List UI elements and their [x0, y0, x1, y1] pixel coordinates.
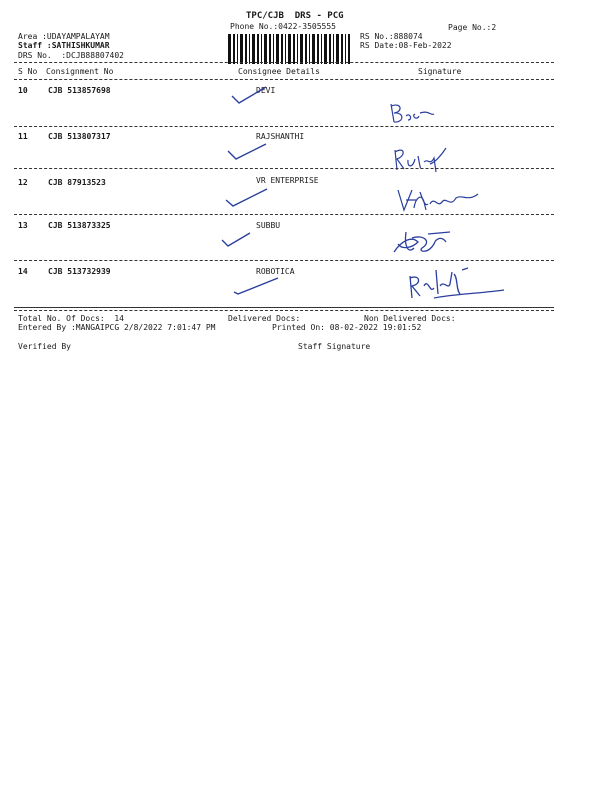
row-consignment: CJB 513732939 — [48, 267, 111, 276]
rs-number: RS No.:888074 — [360, 32, 423, 41]
tick-mark — [232, 274, 282, 298]
table-bottom-border — [14, 307, 554, 308]
delivered-docs: Delivered Docs: — [228, 314, 301, 323]
row-consignee: RAJSHANTHI — [256, 132, 305, 141]
column-header-consignment: Consignment No — [46, 67, 114, 76]
handwritten-signature — [390, 142, 448, 176]
page-number: Page No.:2 — [448, 23, 497, 32]
non-delivered-docs: Non Delivered Docs: — [364, 314, 456, 323]
phone-number: Phone No.:0422-3505555 — [230, 22, 336, 31]
row-consignment: CJB 513857698 — [48, 86, 111, 95]
row-sno: 10 — [18, 86, 28, 95]
tick-mark — [230, 84, 270, 106]
tick-mark — [224, 186, 270, 210]
row-divider — [14, 126, 554, 127]
handwritten-signature — [386, 98, 436, 128]
entered-by: Entered By :MANGAIPCG 2/8/2022 7:01:47 PM — [18, 323, 216, 332]
table-bottom-divider — [14, 310, 554, 311]
document-title: TPC/CJB DRS - PCG — [246, 11, 344, 21]
staff-label: Staff :SATHISHKUMAR — [18, 41, 110, 50]
row-sno: 11 — [18, 132, 28, 141]
column-header-consignee: Consignee Details — [238, 67, 320, 76]
row-consignment: CJB 87913523 — [48, 178, 106, 187]
handwritten-signature — [404, 264, 508, 304]
staff-signature: Staff Signature — [298, 342, 371, 351]
row-divider — [14, 214, 554, 215]
barcode-image — [228, 34, 350, 64]
row-consignee: ROBOTICA — [256, 267, 295, 276]
area-label: Area :UDAYAMPALAYAM — [18, 32, 110, 41]
total-docs: Total No. Of Docs: 14 — [18, 314, 124, 323]
row-consignee: SUBBU — [256, 221, 281, 230]
row-consignee: DEVI — [256, 86, 276, 95]
row-sno: 12 — [18, 178, 28, 187]
row-consignment: CJB 513807317 — [48, 132, 111, 141]
column-header-divider — [14, 79, 554, 80]
row-sno: 14 — [18, 267, 28, 276]
row-consignment: CJB 513873325 — [48, 221, 111, 230]
column-header-sno: S No — [18, 67, 38, 76]
row-divider — [14, 168, 554, 169]
drs-number: DRS No. :DCJB88807402 — [18, 51, 124, 60]
row-consignee: VR ENTERPRISE — [256, 176, 319, 185]
handwritten-signature — [388, 226, 454, 260]
row-divider — [14, 260, 554, 261]
row-sno: 13 — [18, 221, 28, 230]
tick-mark — [226, 140, 270, 162]
rs-date: RS Date:08-Feb-2022 — [360, 41, 452, 50]
handwritten-signature — [394, 184, 480, 214]
tick-mark — [220, 230, 254, 250]
verified-by: Verified By — [18, 342, 71, 351]
printed-on: Printed On: 08-02-2022 19:01:52 — [272, 323, 422, 332]
header-divider — [14, 62, 554, 63]
column-header-signature: Signature — [418, 67, 462, 76]
